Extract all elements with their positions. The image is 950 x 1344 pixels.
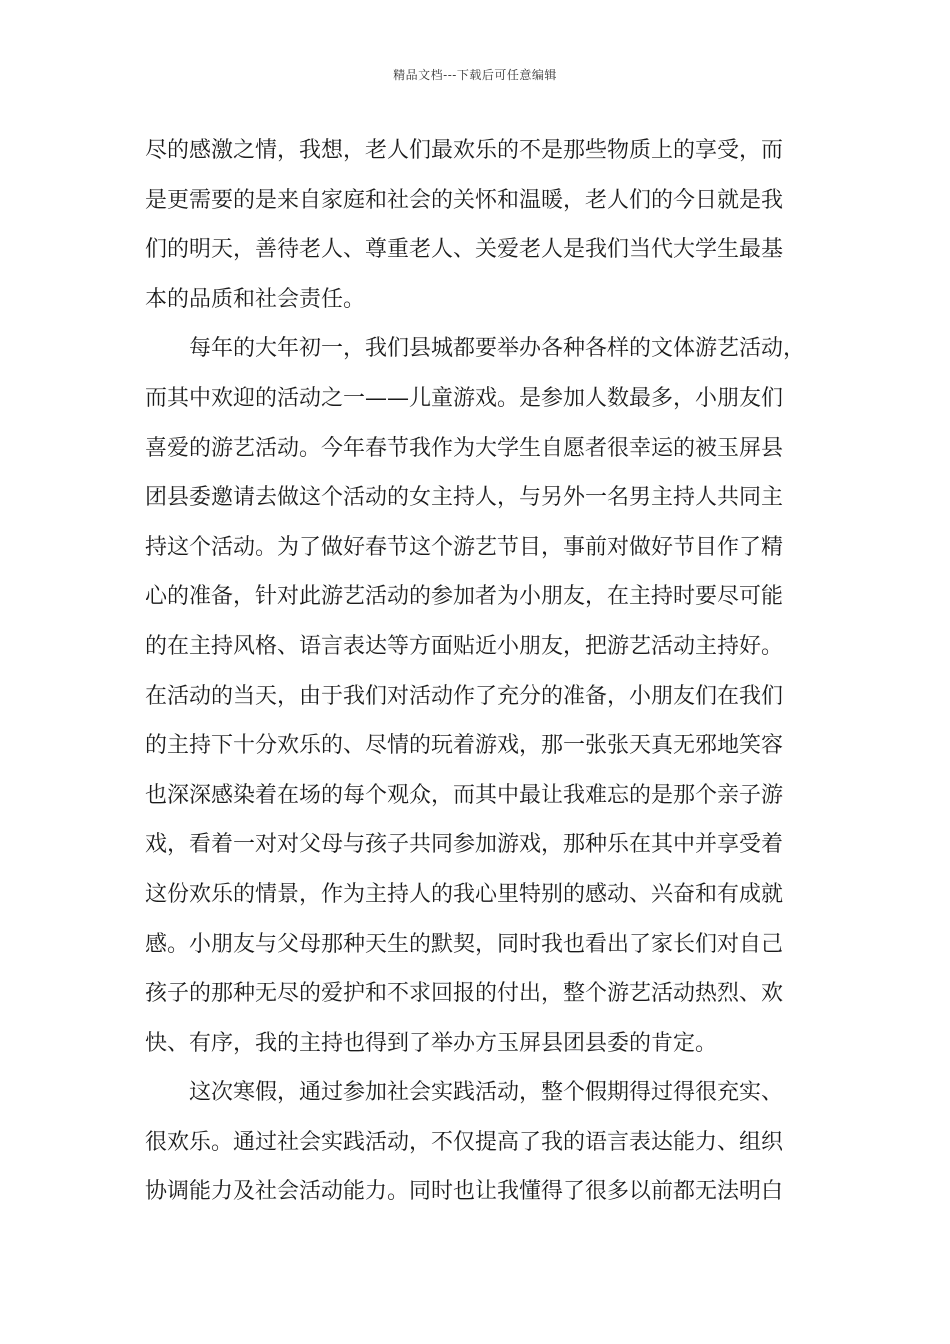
document-body (145, 126, 810, 1217)
text-line: 持这个活动。为了做好春节这个游艺节目，事前对做好节目作了精 (145, 534, 784, 560)
paragraph-first-line: 每年的大年初一，我们县城都要举办各种各样的文体游艺活动， (189, 336, 806, 362)
text-line: 戏，看着一对对父母与孩子共同参加游戏，那种乐在其中并享受着 (145, 832, 784, 858)
text-line: 的在主持风格、语言表达等方面贴近小朋友，把游艺活动主持好。 (145, 633, 784, 659)
text-line: 孩子的那种无尽的爱护和不求回报的付出，整个游艺活动热烈、欢 (145, 981, 784, 1007)
page-header: 精品文档---下载后可任意编辑 (393, 68, 557, 82)
text-line: 团县委邀请去做这个活动的女主持人，与另外一名男主持人共同主 (145, 485, 784, 511)
text-line: 是更需要的是来自家庭和社会的关怀和温暖，老人们的今日就是我 (145, 187, 784, 213)
text-line: 喜爱的游艺活动。今年春节我作为大学生自愿者很幸运的被玉屏县 (145, 435, 784, 461)
text-line: 们的明天，善待老人、尊重老人、关爱老人是我们当代大学生最基 (145, 237, 784, 263)
text-line: 协调能力及社会活动能力。同时也让我懂得了很多以前都无法明白 (145, 1179, 784, 1205)
text-line: 快、有序，我的主持也得到了举办方玉屏县团县委的肯定。 (145, 1030, 718, 1056)
text-line: 很欢乐。通过社会实践活动，不仅提高了我的语言表达能力、组织 (145, 1129, 784, 1155)
text-line: 的主持下十分欢乐的、尽情的玩着游戏，那一张张天真无邪地笑容 (145, 733, 784, 759)
text-line: 本的品质和社会责任。 (145, 286, 366, 312)
text-line: 心的准备，针对此游艺活动的参加者为小朋友，在主持时要尽可能 (145, 584, 784, 610)
text-line: 尽的感激之情，我想，老人们最欢乐的不是那些物质上的享受，而 (145, 138, 784, 163)
text-line: 在活动的当天，由于我们对活动作了充分的准备，小朋友们在我们 (145, 683, 784, 709)
text-line: 而其中欢迎的活动之一——儿童游戏。是参加人数最多，小朋友们 (145, 385, 784, 411)
paragraph-first-line: 这次寒假，通过参加社会实践活动，整个假期得过得很充实、 (189, 1080, 784, 1106)
text-line: 也深深感染着在场的每个观众，而其中最让我难忘的是那个亲子游 (145, 782, 784, 808)
text-line: 感。小朋友与父母那种天生的默契，同时我也看出了家长们对自己 (145, 931, 784, 957)
text-line: 这份欢乐的情景，作为主持人的我心里特别的感动、兴奋和有成就 (145, 881, 784, 907)
